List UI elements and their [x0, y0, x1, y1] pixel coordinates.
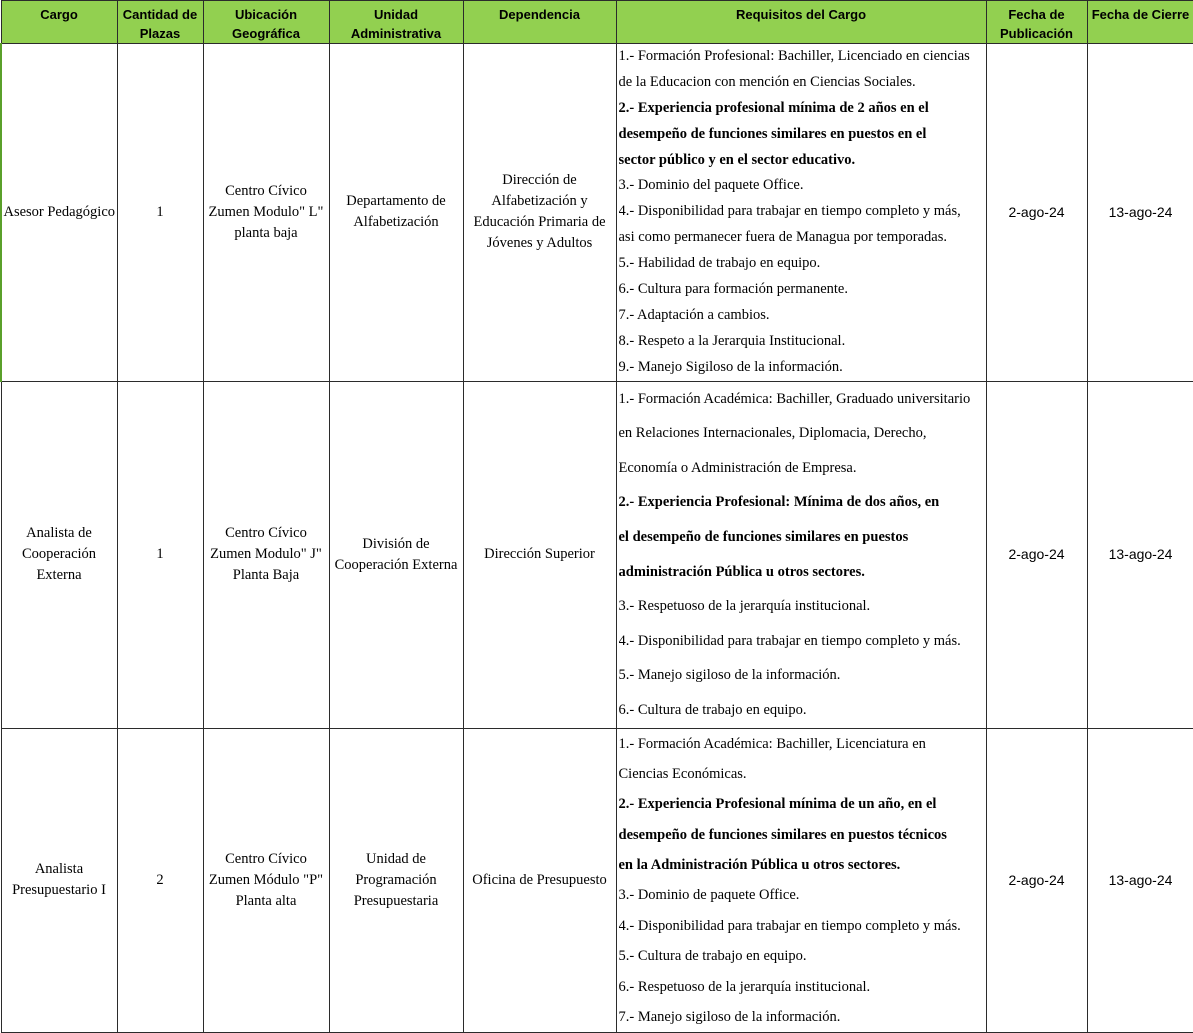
requirement-line: el desempeño de funciones similares en puestos [618, 528, 909, 545]
requirement-line: en Relaciones Internacionales, Diplomacia, Derecho, [618, 425, 927, 442]
unidad-cell: Unidad de Programación Presupuestaria [329, 728, 463, 1033]
ubicacion-cell: Centro Cívico Zumen Modulo" J" Planta Baja [203, 381, 329, 728]
requirement-line: desempeño de funciones similares en puestos en el [618, 125, 927, 142]
requirement-line: 4.- Disponibilidad para trabajar en tiempo completo y más. [618, 917, 961, 934]
ubicacion-cell: Centro Cívico Zumen Módulo "P" Planta alta [203, 728, 329, 1033]
requirement-line: 7.- Manejo sigiloso de la información. [618, 1009, 841, 1026]
header-requisitos: Requisitos del Cargo [616, 1, 986, 44]
header-ubicacion: Ubicación Geográfica [203, 1, 329, 44]
fecha-publicacion-cell: 2-ago-24 [986, 728, 1087, 1033]
requirement-line: 2.- Experiencia Profesional mínima de un año, en el [618, 796, 937, 813]
header-cantidad-plazas: Cantidad de Plazas [117, 1, 203, 44]
requirement-line: 5.- Cultura de trabajo en equipo. [618, 948, 807, 965]
fecha-publicacion-cell: 2-ago-24 [986, 381, 1087, 728]
requirement-line: 8.- Respeto a la Jerarquia Institucional. [618, 332, 846, 349]
requirement-line: 6.- Cultura para formación permanente. [618, 281, 848, 298]
requisitos-cell [616, 44, 986, 382]
table-row [1, 728, 1193, 1033]
requirement-line: asi como permanecer fuera de Managua por temporadas. [618, 229, 948, 246]
cantidad-cell: 2 [117, 728, 203, 1033]
cargo-cell: Analista Presupuestario I [1, 728, 117, 1033]
requirement-line: administración Pública u otros sectores. [618, 563, 865, 580]
requirement-line: 6.- Cultura de trabajo en equipo. [618, 701, 807, 718]
header-cargo: Cargo [1, 1, 117, 44]
cargo-cell: Asesor Pedagógico [1, 44, 117, 382]
cantidad-cell: 1 [117, 381, 203, 728]
requirement-line: 9.- Manejo Sigiloso de la información. [618, 358, 843, 375]
requirement-line: de la Educacion con mención en Ciencias Sociales. [618, 73, 916, 90]
requirement-line: 2.- Experiencia Profesional: Mínima de dos años, en [618, 494, 940, 511]
requirement-line: 2.- Experiencia profesional mínima de 2 años en el [618, 99, 929, 116]
requirement-line: sector público y en el sector educativo. [618, 151, 856, 168]
table-row [1, 381, 1193, 728]
header-unidad-administrativa: Unidad Administrativa [329, 1, 463, 44]
requirement-line: 1.- Formación Académica: Bachiller, Graduado universitario [618, 390, 971, 407]
requirement-line: 4.- Disponibilidad para trabajar en tiempo completo y más, [618, 203, 961, 220]
fecha-cierre-cell: 13-ago-24 [1087, 44, 1193, 382]
requirement-line: 1.- Formación Profesional: Bachiller, Licenciado en ciencias [618, 48, 970, 64]
fecha-publicacion-cell: 2-ago-24 [986, 44, 1087, 382]
unidad-cell: División de Cooperación Externa [329, 381, 463, 728]
dependencia-cell: Dirección de Alfabetización y Educación Primaria de Jóvenes y Adultos [463, 44, 616, 382]
dependencia-cell: Oficina de Presupuesto [463, 728, 616, 1033]
cantidad-cell: 1 [117, 44, 203, 382]
fecha-cierre-cell: 13-ago-24 [1087, 381, 1193, 728]
header-dependencia: Dependencia [463, 1, 616, 44]
header-fecha-publicacion: Fecha de Publicación [986, 1, 1087, 44]
requirement-line: 6.- Respetuoso de la jerarquía institucional. [618, 978, 871, 995]
table-row [1, 44, 1193, 382]
fecha-cierre-cell: 13-ago-24 [1087, 728, 1193, 1033]
requirement-line: 1.- Formación Académica: Bachiller, Licenciatura en [618, 735, 926, 752]
header-row [1, 1, 1193, 44]
unidad-cell: Departamento de Alfabetización [329, 44, 463, 382]
requirement-line: 3.- Respetuoso de la jerarquía institucional. [618, 598, 871, 615]
requirement-line: Ciencias Económicas. [618, 765, 747, 782]
requirement-line: 3.- Dominio del paquete Office. [618, 177, 804, 194]
ubicacion-cell: Centro Cívico Zumen Modulo" L" planta baja [203, 44, 329, 382]
cargo-cell: Analista de Cooperación Externa [1, 381, 117, 728]
requisitos-cell [616, 381, 986, 728]
requirement-line: desempeño de funciones similares en puestos técnicos [618, 826, 947, 843]
requirement-line: en la Administración Pública u otros sectores. [618, 857, 901, 874]
requisitos-cell [616, 728, 986, 1033]
requirement-line: 4.- Disponibilidad para trabajar en tiempo completo y más. [618, 632, 961, 649]
requirement-line: 7.- Adaptación a cambios. [618, 306, 770, 323]
requirement-line: 5.- Habilidad de trabajo en equipo. [618, 255, 821, 272]
header-fecha-cierre: Fecha de Cierre [1087, 1, 1193, 44]
requirement-line: 5.- Manejo sigiloso de la información. [618, 667, 841, 684]
dependencia-cell: Dirección Superior [463, 381, 616, 728]
requirement-line: 3.- Dominio de paquete Office. [618, 887, 800, 904]
requirement-line: Economía o Administración de Empresa. [618, 459, 857, 476]
